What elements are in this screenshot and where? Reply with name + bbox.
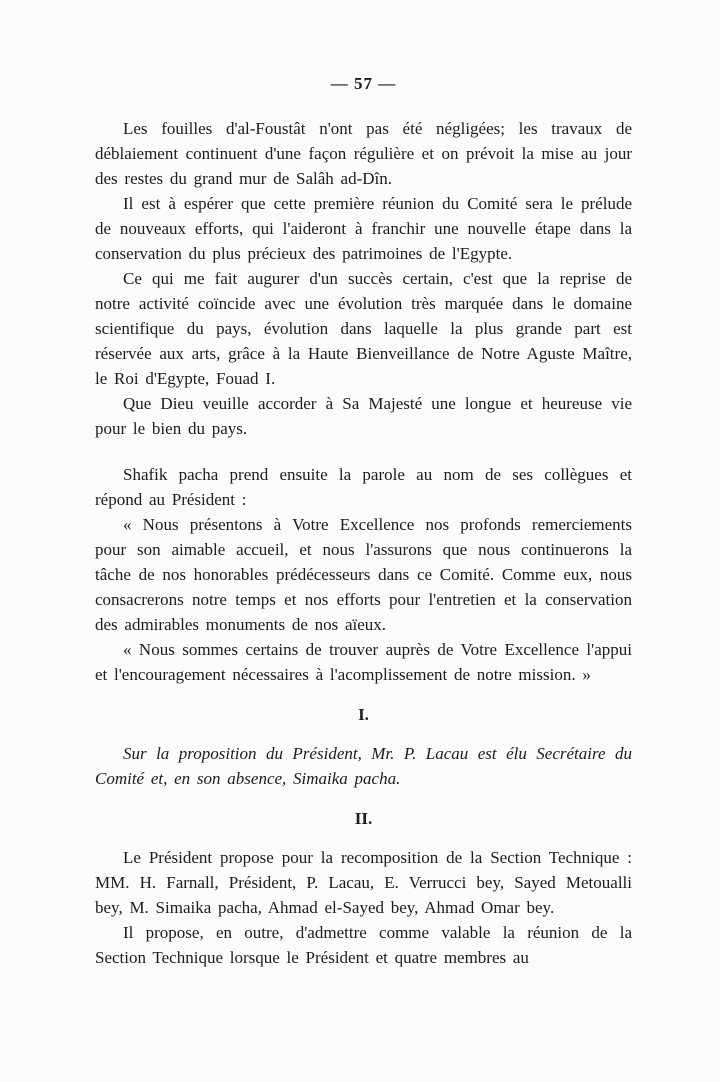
- paragraph-fouilles: Les fouilles d'al-Foustât n'ont pas été négligées; les travaux de déblaiement continuent d'une façon régulière et on prévoit la mise au jour des restes du grand mur de Salâh ad-Dîn.: [95, 119, 632, 188]
- paragraph-augurer: Ce qui me fait augurer d'un succès certain, c'est que la reprise de notre activité coïncide avec une évolution très marquée dans le domaine scientifique du pays, évolution dans laquelle la plus grande part est réservée aux arts, grâce à la Haute Bienveillance de Notre Aguste Maître, le Roi d'Egypte, Fouad I.: [95, 269, 632, 388]
- paragraph-que-dieu: Que Dieu veuille accorder à Sa Majesté une longue et heureuse vie pour le bien du pays.: [95, 394, 632, 438]
- paragraph-il-propose: Il propose, en outre, d'admettre comme valable la réunion de la Section Technique lorsque le Président et quatre membres au: [95, 923, 632, 967]
- section-heading-2: II.: [354, 809, 373, 828]
- paragraph-quote-encouragement: « Nous sommes certains de trouver auprès de Votre Excellence l'appui et l'encouragement nécessaires à l'acomplissement de notre mission. »: [95, 640, 632, 684]
- paragraph-esperer: Il est à espérer que cette première réunion du Comité sera le prélude de nouveaux efforts, qui l'aideront à franchir une nouvelle étape dans la conservation du plus précieux des patrimoines de l'Egypte.: [95, 194, 632, 263]
- section-heading-1: I.: [358, 705, 369, 724]
- paragraph-proposition-lacau: Sur la proposition du Président, Mr. P. Lacau est élu Secrétaire du Comité et, en son absence, Simaika pacha.: [95, 744, 632, 788]
- paragraph-section-technique: Le Président propose pour la recomposition de la Section Technique : MM. H. Farnall, Président, P. Lacau, E. Verrucci bey, Sayed Metoualli bey, M. Simaika pacha, Ahmad el-Sayed bey, Ahmad Omar bey.: [95, 848, 632, 917]
- page-number: — 57 —: [330, 74, 397, 93]
- paragraph-quote-remerciements: « Nous présentons à Votre Excellence nos profonds remerciements pour son aimable accueil, et nous l'assurons que nous continuerons la tâche de nos honorables prédécesseurs dans ce Comité. Comme eux, nous consacrerons notre temps et nos efforts pour l'entretien et la conservation des admirables monuments de nos aïeux.: [95, 515, 632, 634]
- paragraph-shafik-pacha: Shafik pacha prend ensuite la parole au nom de ses collègues et répond au Président :: [95, 465, 632, 509]
